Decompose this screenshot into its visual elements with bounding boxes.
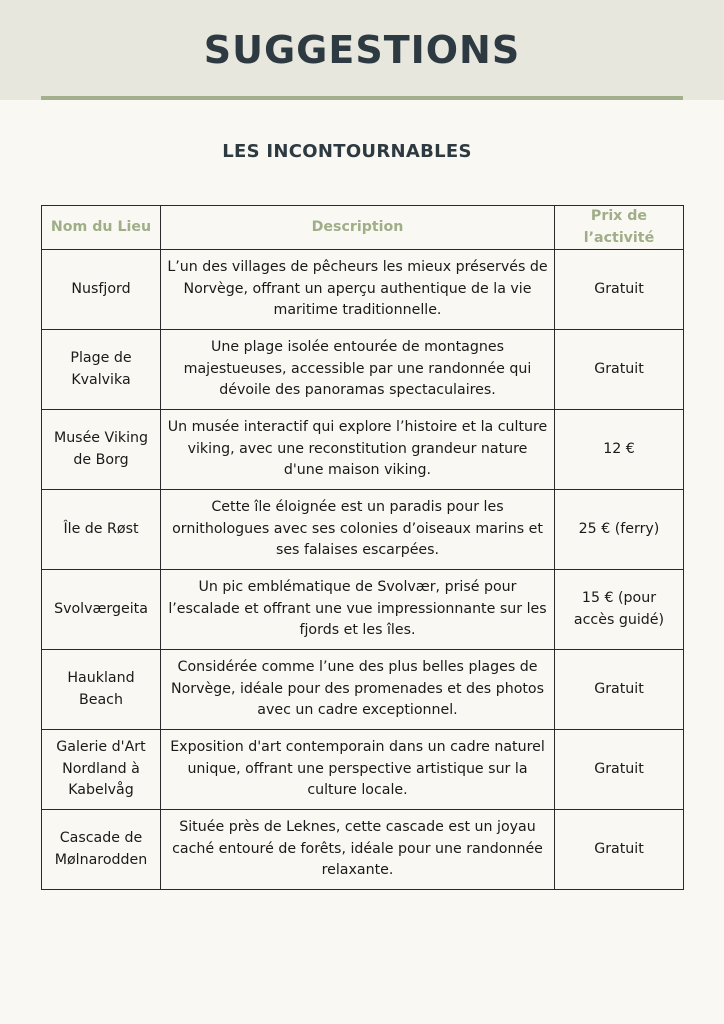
table-row: [42, 730, 684, 810]
place-description: Située près de Leknes, cette cascade est un joyau caché entouré de forêts, idéale pour une randonnée relaxante.: [161, 810, 555, 890]
place-price: 15 € (pour accès guidé): [555, 570, 684, 650]
place-description: Exposition d'art contemporain dans un cadre naturel unique, offrant une perspective artistique sur la culture locale.: [161, 730, 555, 810]
place-description: L’un des villages de pêcheurs les mieux préservés de Norvège, offrant un aperçu authentique de la vie maritime traditionnelle.: [161, 250, 555, 330]
table-row: [42, 410, 684, 490]
places-table: [41, 205, 684, 890]
column-header-description: Description: [161, 206, 555, 250]
place-price: 25 € (ferry): [555, 490, 684, 570]
place-name: Île de Røst: [42, 490, 161, 570]
place-name: Haukland Beach: [42, 650, 161, 730]
place-price: Gratuit: [555, 250, 684, 330]
place-description: Un musée interactif qui explore l’histoire et la culture viking, avec une reconstitution grandeur nature d'une maison viking.: [161, 410, 555, 490]
page-title: SUGGESTIONS: [203, 28, 521, 72]
place-description: Cette île éloignée est un paradis pour les ornithologues avec ses colonies d’oiseaux marins et ses falaises escarpées.: [161, 490, 555, 570]
place-price: Gratuit: [555, 730, 684, 810]
place-description: Considérée comme l’une des plus belles plages de Norvège, idéale pour des promenades et des photos avec un cadre exceptionnel.: [161, 650, 555, 730]
table-row: [42, 490, 684, 570]
place-name: Nusfjord: [42, 250, 161, 330]
place-name: Plage de Kvalvika: [42, 330, 161, 410]
place-name: Musée Viking de Borg: [42, 410, 161, 490]
place-name: Galerie d'Art Nordland à Kabelvåg: [42, 730, 161, 810]
column-header-name: Nom du Lieu: [42, 206, 161, 250]
table-row: [42, 650, 684, 730]
header-divider: [41, 96, 683, 100]
table-row: [42, 810, 684, 890]
table-row: [42, 250, 684, 330]
section-title: LES INCONTOURNABLES: [222, 141, 472, 162]
place-name: Svolværgeita: [42, 570, 161, 650]
table-row: [42, 570, 684, 650]
place-price: Gratuit: [555, 810, 684, 890]
place-price: Gratuit: [555, 650, 684, 730]
table-header-row: [42, 206, 684, 250]
place-price: Gratuit: [555, 330, 684, 410]
place-description: Une plage isolée entourée de montagnes majestueuses, accessible par une randonnée qui dévoile des panoramas spectaculaires.: [161, 330, 555, 410]
place-price: 12 €: [555, 410, 684, 490]
place-description: Un pic emblématique de Svolvær, prisé pour l’escalade et offrant une vue impressionnante sur les fjords et les îles.: [161, 570, 555, 650]
table-row: [42, 330, 684, 410]
place-name: Cascade de Mølnarodden: [42, 810, 161, 890]
column-header-price: Prix de l’activité: [555, 206, 684, 250]
